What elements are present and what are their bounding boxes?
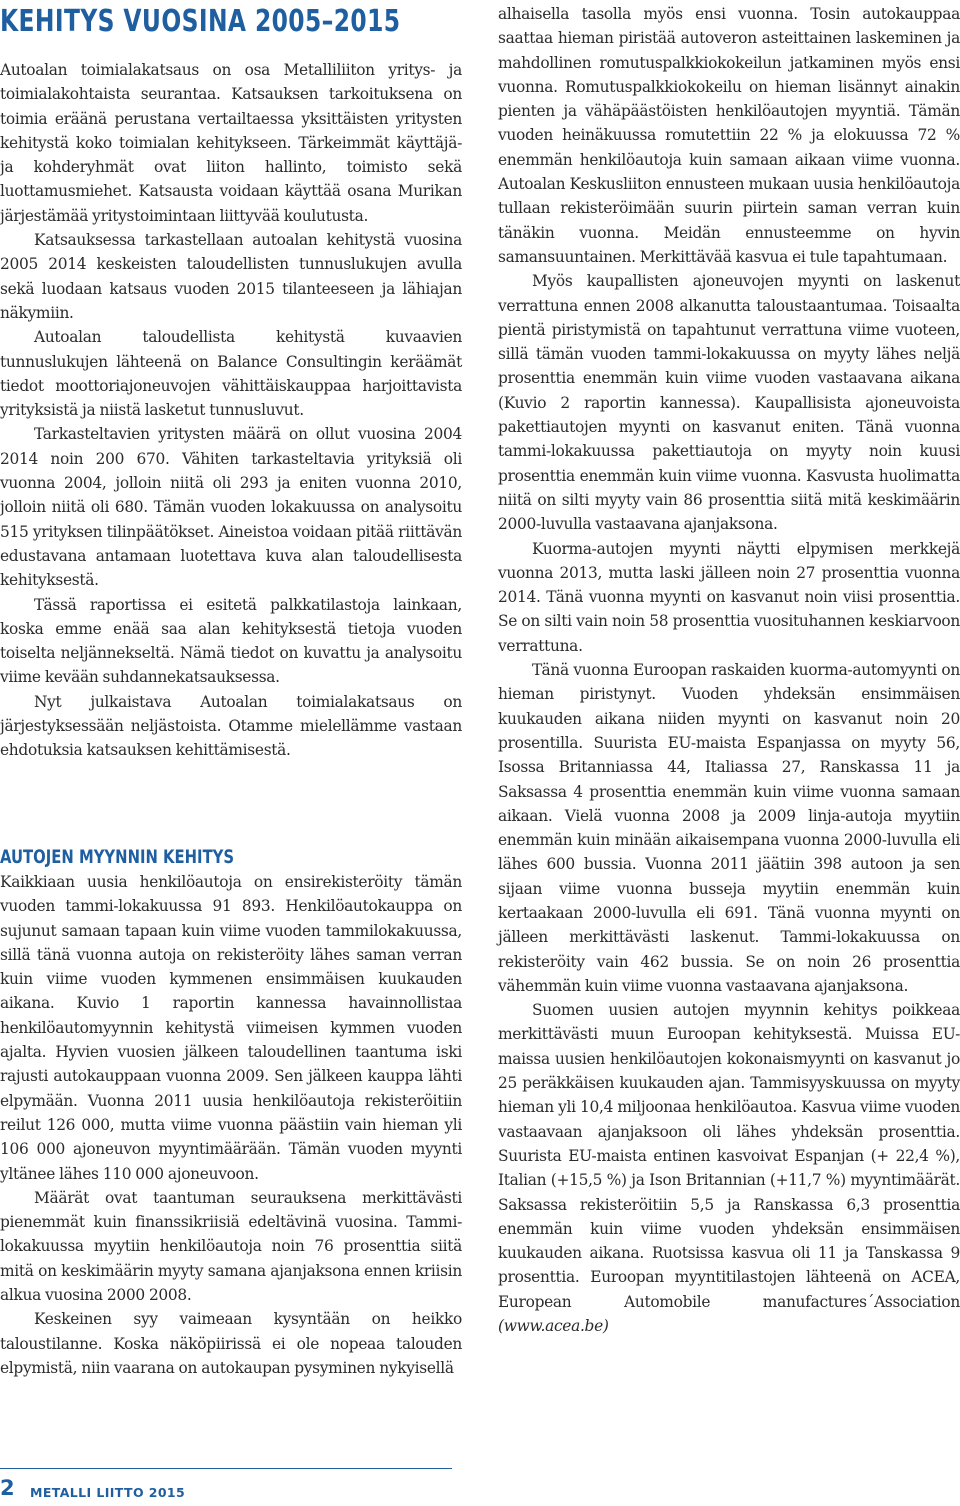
intro-section	[0, 58, 462, 763]
paragraph: Tänä vuonna Euroopan raskaiden kuorma-automyynti on hieman piristynyt. Vuoden yhdeksän ensimmäisen kuukauden aikana niiden myynti on kasvanut noin 20 prosentilla. Suurista EU-maista Espanjassa on myyty 56, Isossa Britanniassa 44, Italiassa 27, Ranskassa 11 ja Saksassa 4 prosenttia enemmän kuin viime vuonna samaan aikaan. Vielä vuonna 2008 ja 2009 linja-autoja myytiin enemmän kuin minään aikaisempana vuonna 2000-luvulla eli lähes 600 bussia. Vuonna 2011 jäätiin 398 autoon ja sen sijaan viime vuonna busseja myytiin enemmän kuin kertaakaan 2000-luvulla eli 691. Tänä vuonna myynti on jälleen merkittävästi laskenut. Tammi-lokakuussa on rekisteröity vain 462 bussia. Se on noin 26 prosenttia vähemmän kuin viime vuonna vastaavana ajanjaksona.	[498, 661, 960, 995]
paragraph: Tässä raportissa ei esitetä palkkatilastoja lainkaan, koska emme enää saa alan kehityksestä tietoja vuoden toiselta neljännekseltä. Nämä tiedot on kuvattu ja analysoitu viime kevään suhdannekatsauksessa.	[0, 595, 462, 687]
page-title: KEHITYS VUOSINA 2005–2015	[0, 4, 401, 39]
paragraph: Myös kaupallisten ajoneuvojen myynti on laskenut verrattuna ennen 2008 alkanutta taloustaantumaa. Toisaalta pientä piristymistä on tapahtunut verrattuna viime vuoteen, sillä tämän vuoden tammi-lokakuussa on myyty lähes neljä prosenttia enemmän kuin viime vuoden vastaavana aikana (Kuvio 2 raportin kannessa). Kaupallisista ajoneuvoista pakettiautojen myynti on kasvanut eniten. Tänä vuonna tammi-lokakuussa pakettiautoja on myyty noin kuusi prosenttia enemmän kuin viime vuonna. Kasvusta huolimatta niitä on silti myyty vain 86 prosenttia siitä mitä keskimäärin 2000-luvulla vastaavana ajanjaksona.	[498, 272, 960, 534]
paragraph: Katsauksessa tarkastellaan autoalan kehitystä vuosina 2005 2014 keskeisten taloudellisten tunnuslukujen avulla sekä luodaan katsaus vuoden 2015 tilanteeseen ja lähiajan näkymiin.	[0, 231, 462, 322]
paragraph: Määrät ovat taantuman seurauksena merkittävästi pienemmät kuin finanssikriisiä edeltävinä vuosina. Tammi-lokakuussa myytiin henkilöautoja noin 76 prosenttia siitä mitä on keskimäärin myyty samana ajanjaksona ennen kriisin alkua vuosina 2000 2008.	[0, 1188, 462, 1305]
paragraph: Kaikkiaan uusia henkilöautoja on ensirekisteröity tämän vuoden tammi-lokakuussa 91 893. Henkilöautokauppa on sujunut samaan tapaan kuin viime vuoden tammilokakuussa, sillä tänä vuonna autoja on rekisteröity lähes saman verran kuin viime vuoden kymmenen ensimmäisen kuukauden aikana. Kuvio 1 raportin kannessa havainnollistaa henkilöautomyynnin kehitystä viimeisen kymmen vuoden ajalta. Hyvien vuosien jälkeen taloudellinen taantuma iski rajusti autokauppaan vuonna 2009. Sen jälkeen kauppa lähti elpymään. Vuonna 2011 uusia henkilöautoja rekisteröitiin reilut 126 000, mutta viime vuonna päästiin vain hieman yli 106 000 ajoneuvon myyntimäärään. Tämän vuoden myynti yltänee lähes 110 000 ajoneuvoon.	[0, 873, 462, 1183]
paragraph: Keskeinen syy vaimeaan kysyntään on heikko taloustilanne. Koska näköpiirissä ei ole nopeaa talouden elpymistä, niin vaarana on autokaupan pysyminen nykyisellä	[0, 1310, 462, 1377]
footer-divider	[0, 1468, 452, 1469]
section-heading: AUTOJEN MYYNNIN KEHITYS	[0, 846, 235, 868]
sales-section	[0, 870, 462, 1380]
page-number: 2	[0, 1476, 15, 1500]
paragraph: Tarkasteltavien yritysten määrä on ollut vuosina 2004 2014 noin 200 670. Vähiten tarkasteltavia yrityksiä oli vuonna 2004, jolloin niitä oli 293 ja eniten vuonna 2010, jolloin niitä oli 680. Tämän vuoden lokakuussa on analysoitu 515 yrityksen tilinpäätökset. Aineistoa voidaan pitää riittävän edustavana antamaan luotettava kuva alan taloudellisesta kehityksestä.	[0, 425, 462, 590]
paragraph-text: Suomen uusien autojen myynnin kehitys poikkeaa merkittävästi muun Euroopan kehityksestä. Muissa EU-maissa uusien henkilöautojen kokonaismyynti on kasvanut jo 25 peräkkäisen kuukauden ajan. Tammisyyskuussa on myyty hieman yli 10,4 miljoonaa henkilöautoa. Kasvua viime vuoden vastaavaan ajanjaksoon oli lähes yhdeksän prosenttia. Suurista EU-maista entinen kasvoivat Espanjan (+ 22,4 %), Italian (+15,5 %) ja Ison Britannian (+11,7 %) myyntimäärät. Saksassa rekisteröitiin 5,5 ja Ranskassa 6,3 prosenttia enemmän kuin viime vuoden yhdeksän ensimmäisen kuukauden aikana. Ruotsissa kasvua oli 11 ja Tanskassa 9 prosenttia. Euroopan myyntitilastojen lähteenä on ACEA, European Automobile manufactures´Association	[498, 1001, 960, 1311]
paragraph: Autoalan toimialakatsaus on osa Metalliliiton yritys- ja toimialakohtaista seurantaa. Katsauksen tarkoituksena on toimia eräänä perustana vertailtaessa yksittäisten yritysten kehitystä koko toimialan kehitykseen. Tärkeimmät käyttäjä- ja kohderyhmät ovat liiton hallinto, toimisto sekä luottamusmiehet. Katsausta voidaan käyttää osana Murikan järjestämää yritystoimintaan liittyvää koulutusta.	[0, 61, 462, 225]
source-link[interactable]: (www.acea.be)	[498, 1317, 609, 1336]
paragraph: Nyt julkaistava Autoalan toimialakatsaus on järjestyksessään neljästoista. Otamme mielellämme vastaan ehdotuksia katsauksen kehittämisestä.	[0, 692, 462, 760]
right-text	[498, 2, 960, 1338]
paragraph: alhaisella tasolla myös ensi vuonna. Tosin autokauppaa saattaa hieman piristää autoveron asteittainen laskeminen ja mahdollinen romutuspalkkiokokeilun jatkaminen myös ensi vuonna. Romutuspalkkiokokeilu on hieman lisännyt ainakin pienten ja vähäpäästöisten henkilöautojen myyntiä. Tämän vuoden heinäkuussa romutettiin 22 % ja elokuussa 72 % enemmän henkilöautoja kuin samaan aikaan viime vuonna. Autoalan Keskusliiton ennusteen mukaan uusia henkilöautoja tullaan rekisteröimään suurin piirtein saman verran kuin tänäkin vuonna. Meidän ennusteemme on hyvin samansuuntainen. Merkittävää kasvua ei tule tapahtumaan.	[498, 5, 960, 266]
paragraph: Kuorma-autojen myynti näytti elpymisen merkkejä vuonna 2013, mutta laski jälleen noin 27 prosenttia vuonna 2014. Tänä vuonna myynti on kasvanut noin viisi prosenttia. Se on silti vain noin 58 prosenttia vuosituhannen keskiarvoon verrattuna.	[498, 539, 960, 655]
paragraph	[498, 998, 960, 1338]
paragraph: Autoalan taloudellista kehitystä kuvaavien tunnuslukujen lähteenä on Balance Consultingin keräämät tiedot moottoriajoneuvojen vähittäiskauppaa harjoittavista yrityksistä ja niistä lasketut tunnusluvut.	[0, 328, 462, 420]
publication-name: METALLI LIITTO 2015	[30, 1485, 186, 1500]
